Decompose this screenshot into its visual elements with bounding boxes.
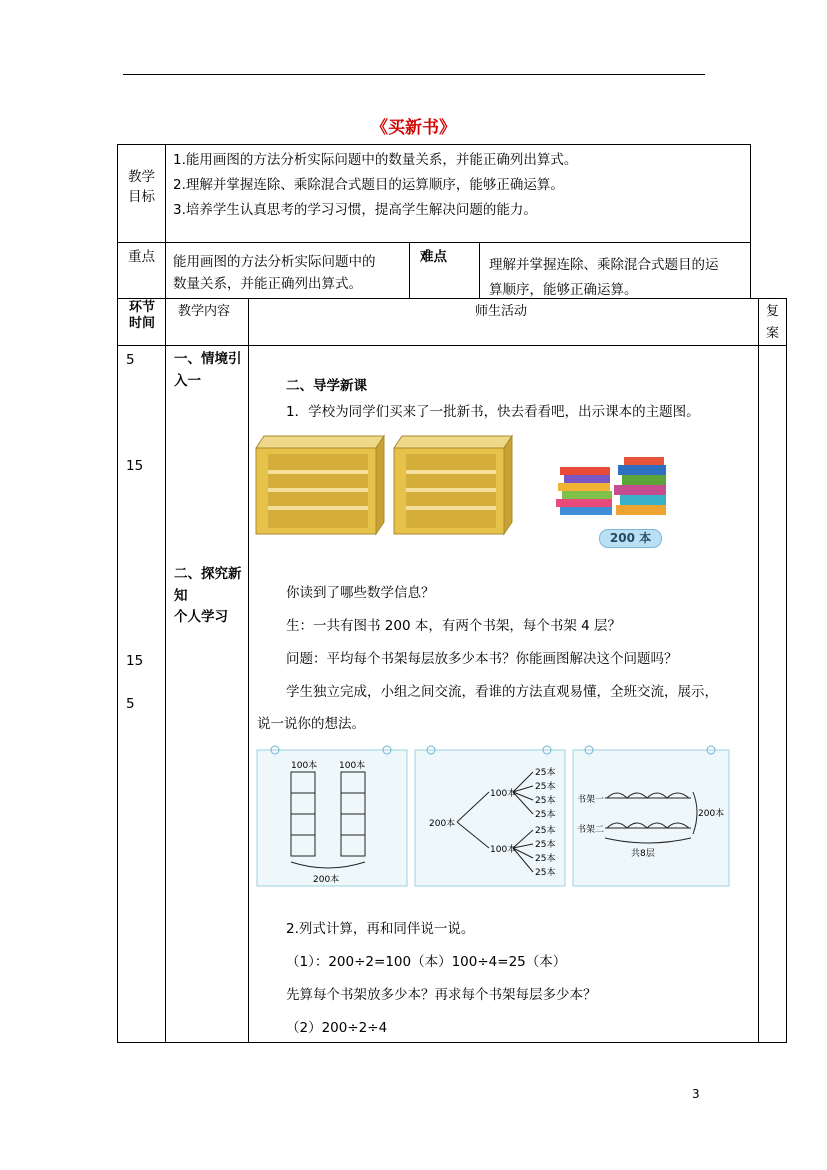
sketch-label: 25本	[535, 826, 556, 836]
header-review: 复	[766, 304, 780, 319]
sketch-label: 书架二	[577, 825, 605, 835]
section-label: 二、探究新	[174, 566, 242, 582]
difficulty-text: 算顺序，能够正确运算。	[489, 282, 638, 298]
activity-equation: （1）：200÷2=100（本）100÷4=25（本）	[286, 954, 567, 970]
sketch-label: 100本	[339, 761, 366, 771]
activity-equation: （2）200÷2÷4	[286, 1020, 388, 1036]
header-content: 教学内容	[178, 304, 231, 319]
book-count-tag: 200 本	[599, 529, 662, 548]
section-label: 个人学习	[174, 609, 228, 625]
sketch-label: 共8层	[631, 849, 655, 859]
key-point-label: 重点	[128, 249, 155, 265]
header-phase-time: 环节	[129, 300, 156, 315]
section-label: 入一	[174, 373, 201, 389]
section-label: 一、情境引	[174, 351, 242, 367]
activity-paragraph: 学生独立完成，小组之间交流，看谁的方法直观易懂，全班交流，展示，	[286, 684, 718, 700]
goals-label: 目标	[128, 189, 155, 205]
goals-label: 教学	[128, 169, 155, 185]
key-point-text: 能用画图的方法分析实际问题中的	[173, 254, 376, 270]
book-stack-image	[556, 457, 666, 515]
sketch-label: 200本	[698, 809, 725, 819]
time-value: 15	[126, 653, 144, 669]
page-title: 《买新书》	[371, 118, 456, 138]
page-number: 3	[692, 1087, 700, 1101]
section-label: 知	[174, 588, 188, 604]
activity-answer: 生：一共有图书 200 本，有两个书架，每个书架 4 层？	[286, 618, 622, 634]
goal-item: 1.能用画图的方法分析实际问题中的数量关系，并能正确列出算式。	[173, 152, 578, 168]
difficulty-label: 难点	[420, 249, 447, 265]
sketch-label: 25本	[535, 868, 556, 878]
activity-question: 你读到了哪些数学信息？	[286, 585, 435, 601]
sketch-label: 25本	[535, 768, 556, 778]
time-value: 5	[126, 696, 135, 712]
sketch-label: 100本	[291, 761, 318, 771]
sketch-label: 100本	[490, 789, 517, 799]
activity-paragraph: 2.列式计算，再和同伴说一说。	[286, 921, 475, 937]
header-rule	[123, 74, 705, 75]
sketch-label: 25本	[535, 796, 556, 806]
sketch-cards	[255, 742, 735, 890]
sketch-label: 25本	[535, 810, 556, 820]
time-value: 15	[126, 458, 144, 474]
sketch-label: 25本	[535, 854, 556, 864]
activity-heading: 二、导学新课	[286, 378, 367, 394]
time-value: 5	[126, 352, 135, 368]
activity-question: 问题：平均每个书架每层放多少本书？你能画图解决这个问题吗？	[286, 651, 678, 667]
key-point-text: 数量关系，并能正确列出算式。	[173, 276, 362, 292]
sketch-card-bar-model	[257, 746, 407, 886]
goal-item: 3.培养学生认真思考的学习习惯，提高学生解决问题的能力。	[173, 202, 537, 218]
header-phase-time: 时间	[129, 316, 156, 331]
activity-paragraph: 1．学校为同学们买来了一批新书，快去看看吧，出示课本的主题图。	[286, 404, 700, 420]
activity-paragraph: 先算每个书架放多少本？再求每个书架每层多少本？	[286, 987, 597, 1003]
sketch-label: 200本	[429, 819, 456, 829]
sketch-label: 200本	[313, 875, 340, 885]
sketch-label: 书架一	[577, 795, 605, 805]
bookshelf-image	[394, 436, 512, 534]
difficulty-text: 理解并掌握连除、乘除混合式题目的运	[489, 257, 719, 273]
activity-paragraph: 说一说你的想法。	[257, 716, 365, 732]
goal-item: 2.理解并掌握连除、乘除混合式题目的运算顺序，能够正确运算。	[173, 177, 564, 193]
sketch-label: 25本	[535, 782, 556, 792]
sketch-label: 25本	[535, 840, 556, 850]
bookshelf-image	[256, 436, 384, 534]
header-review: 案	[766, 326, 780, 341]
sketch-label: 100本	[490, 845, 517, 855]
header-activities: 师生活动	[475, 304, 528, 319]
